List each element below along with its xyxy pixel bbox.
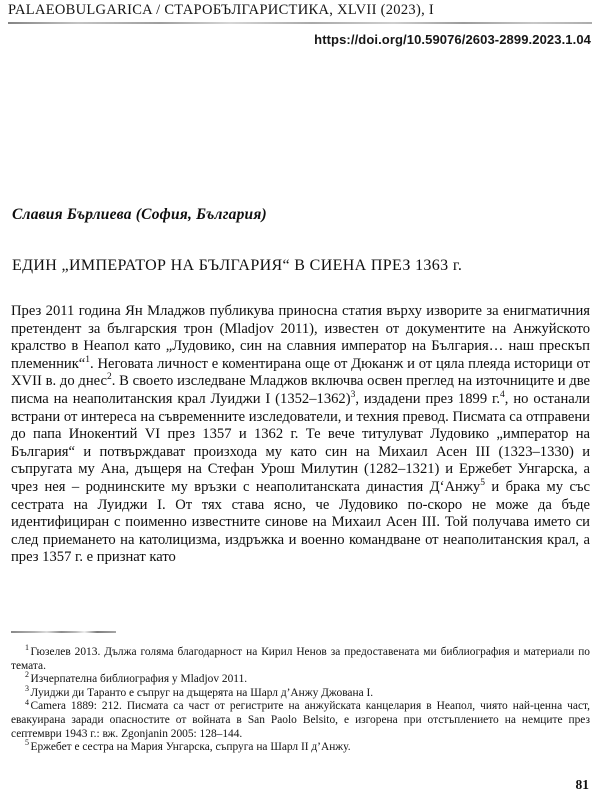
footnote-item: [11, 670, 590, 687]
article-body: [11, 303, 590, 567]
footnote-item: [11, 683, 590, 701]
body-segment-6: и брака му със сестрата на Луиджи I. От тях става ясно, че Лудовико по-скоро не може да бъде идентифициран с поименно известните синове на Михаил Асен III. Той получава името си след приемането на католицизма, издръжка и военно командване от неаполитанския крал, а през 1357 г. е признат като: [11, 478, 590, 566]
body-segment-1: През 2011 година Ян Младжов публикува приносна статия върху изворите за енигматичния претендент за българския трон (Mladjov 2011), известен от документите на Анжуйското кралство в Неапол като „Лудовико, син на славния император на България… наш прескъп племенник“: [11, 303, 590, 372]
footnote-text: Изчерпателна библиография у Mladjov 2011.: [30, 673, 248, 686]
body-segment-5: , но останали встрани от интереса на съвременните изследователи, и техния превод. Писмата са отправени до папа Инокентий VI през 1357 и 1362 г. Те вече титулуват Лудовико „император на България“ и потвърждават произхода му като син на Михаил Асен III (1323–1330) и съпругата му Ана, дъщеря на Стефан Урош Милутин (1282–1321) и Ержебет Унгарска, а чрез нея – роднинските му връзки с неаполитанската династия Д‘Анжу: [11, 390, 590, 495]
footnote-number: 5: [25, 738, 29, 748]
footnote-text: Ержебет е сестра на Мария Унгарска, съпруга на Шарл II д’Анжу.: [30, 741, 351, 754]
footnote-marker-3[interactable]: 3: [350, 390, 356, 401]
footnote-text: Camera 1889: 212. Писмата са част от регистрите на анжуйската канцелария в Неапол, чиято най-ценна част, евакуирана заради опасностите от войната в San Paolo Belsito, е изгорена при отстъплението на немците през септември 1943 г.: вж. Zgonjanin 2005: 128–144.: [11, 700, 590, 740]
body-segment-3: . В своето изследване Младжов включва освен преглед на източниците и две писма на неаполитанския крал Луиджи I (1352–1362): [11, 373, 591, 407]
footnote-marker-5[interactable]: 5: [480, 478, 485, 489]
footnote-item: [11, 738, 590, 755]
footnote-marker-4[interactable]: 4: [500, 390, 505, 401]
footnote-text: Луиджи ди Таранто е съпруг на дъщерята на Шарл д’Анжу Джована I.: [30, 686, 374, 699]
body-paragraph: [11, 303, 590, 567]
footnote-number: 3: [25, 683, 29, 693]
footnote-number: 4: [25, 697, 29, 707]
footnote-text: Гюзелев 2013. Дължа голяма благодарност на Кирил Ненов за предоставената ми библиография и материали по темата.: [11, 646, 590, 672]
footnote-list: [11, 643, 590, 755]
header-rule: [8, 22, 592, 24]
footnote-item: [11, 697, 590, 741]
footnote-number: 1: [25, 643, 29, 653]
body-segment-2: . Неговата личност е коментирана още от Дюканж и от цяла плеяда историци от XVII в. до днес: [11, 355, 590, 390]
footnote-marker-2[interactable]: 2: [106, 372, 112, 383]
doi-link[interactable]: https://doi.org/10.59076/2603-2899.2023.1.04: [314, 32, 591, 47]
page-number: 81: [575, 777, 589, 792]
footnote-number: 2: [25, 670, 29, 680]
footnote-marker-1[interactable]: 1: [85, 354, 91, 365]
running-head: PALAEOBULGARICA / СТАРОБЪЛГАРИСТИКА, XLVII (2023), I: [8, 2, 435, 18]
body-segment-4: , издадени през 1899 г.: [355, 390, 501, 407]
article-author: Славия Бърлиева (София, България): [12, 206, 267, 223]
footnote-separator-rule: [11, 631, 116, 633]
footnote-item: [11, 643, 590, 673]
article-title: ЕДИН „ИМПЕРАТОР НА БЪЛГАРИЯ“ В СИЕНА ПРЕЗ 1363 г.: [12, 256, 463, 274]
